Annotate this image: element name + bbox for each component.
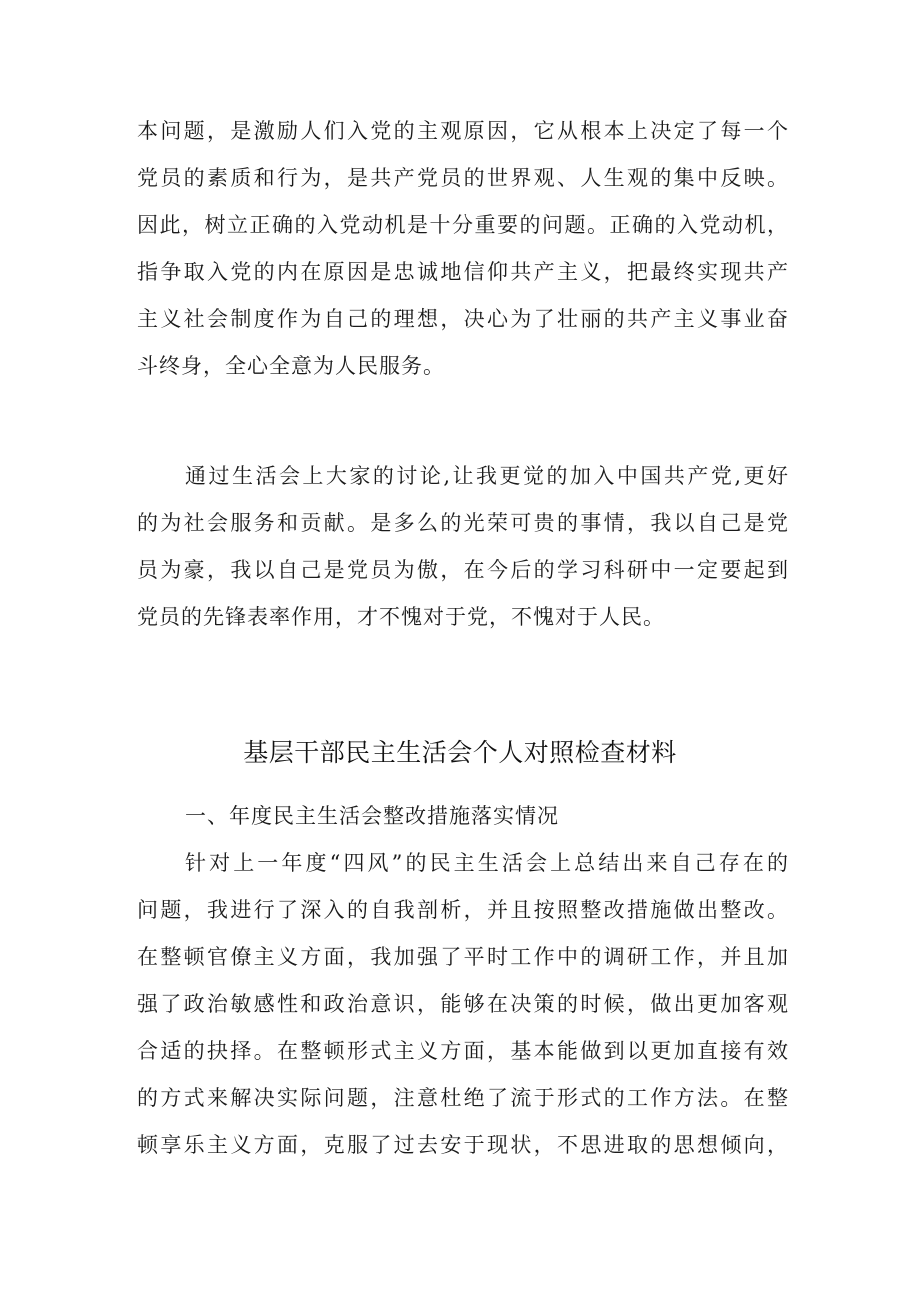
text-line: 本问题，是激励人们入党的主观原因，它从根本上决定了每一个 [137,119,789,143]
text-line: 通过生活会上大家的讨论,让我更觉的加入中国共产党,更好 [185,464,789,488]
text-line: 的方式来解决实际问题，注意杜绝了流于形式的工作方法。在整 [137,1086,789,1110]
text-line: 因此，树立正确的入党动机是十分重要的问题。正确的入党动机， [137,213,789,237]
text-line: 合适的抉择。在整顿形式主义方面，基本能做到以更加直接有效 [137,1039,789,1063]
text-line: 问题，我进行了深入的自我剖析，并且按照整改措施做出整改。 [137,898,789,922]
document-title: 基层干部民主生活会个人对照检查材料 [243,738,677,767]
text-line: 斗终身，全心全意为人民服务。 [137,354,445,378]
text-line: 针对上一年度“四风”的民主生活会上总结出来自己存在的 [185,851,789,875]
paragraph-discussion-reflection [137,453,789,641]
text-line: 主义社会制度作为自己的理想，决心为了壮丽的共产主义事业奋 [137,307,789,331]
text-line: 员为豪，我以自己是党员为傲，在今后的学习科研中一定要起到 [137,558,789,582]
text-line: 党员的先锋表率作用，才不愧对于党，不愧对于人民。 [137,605,665,629]
text-line: 的为社会服务和贡献。是多么的光荣可贵的事情，我以自己是党 [137,511,789,535]
text-line: 在整顿官僚主义方面，我加强了平时工作中的调研工作，并且加 [137,945,789,969]
text-line: 指争取入党的内在原因是忠诚地信仰共产主义，把最终实现共产 [137,260,789,284]
paragraph-entry-motive [137,108,789,390]
text-line: 顿享乐主义方面，克服了过去安于现状，不思进取的思想倾向， [137,1133,789,1157]
text-line: 强了政治敏感性和政治意识，能够在决策的时候，做出更加客观 [137,992,789,1016]
section-heading: 一、年度民主生活会整改措施落实情况 [185,804,559,828]
text-line: 党员的素质和行为，是共产党员的世界观、人生观的集中反映。 [137,166,789,190]
paragraph-rectification [137,840,789,1169]
